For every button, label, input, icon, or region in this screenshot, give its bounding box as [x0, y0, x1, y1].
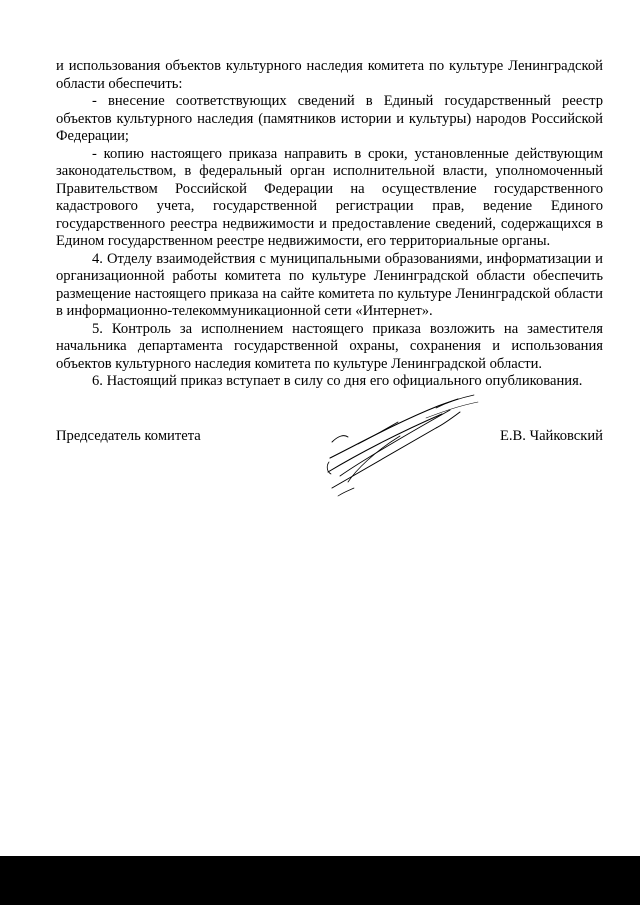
signatory-title: Председатель комитета: [56, 428, 201, 444]
signatory-name: Е.В. Чайковский: [499, 428, 603, 444]
paragraph-item-6: 6. Настоящий приказ вступает в силу со дня его официального опубликования.: [92, 373, 583, 389]
document-body: [56, 58, 603, 391]
paragraph-copy-order: - копию настоящего приказа направить в сроки, установленные действующим законодательством, в федеральный орган исполнительной власти, уполномоченный Правительством Российской Федерации на осуществление государственного кадастрового учета, государственной регистрации прав, ведение Единого государственного реестра недвижимости и предоставление сведений, содержащихся в Едином государственном реестре недвижимости, его территориальные органы.: [56, 145, 603, 249]
paragraph-continuation: и использования объектов культурного наследия комитета по культуре Ленинградской области обеспечить:: [56, 58, 603, 92]
paragraph-item-4: 4. Отделу взаимодействия с муниципальными образованиями, информатизации и организационной работы комитета по культуре Ленинградской области обеспечить размещение настоящего приказа на сайте комитета по культуре Ленинградской области в информационно-телекоммуникационной сети «Интернет».: [56, 250, 603, 319]
handwritten-signature: [318, 392, 488, 502]
paragraph-register-entry: - внесение соответствующих сведений в Единый государственный реестр объектов культурного наследия (памятников истории и культуры) народов Российской Федерации;: [56, 93, 603, 144]
scan-edge-bar: [0, 856, 640, 905]
paragraph-item-5: 5. Контроль за исполнением настоящего приказа возложить на заместителя начальника департамента государственной охраны, сохранения и использования объектов культурного наследия комитета по культуре Ленинградской области.: [56, 320, 603, 372]
